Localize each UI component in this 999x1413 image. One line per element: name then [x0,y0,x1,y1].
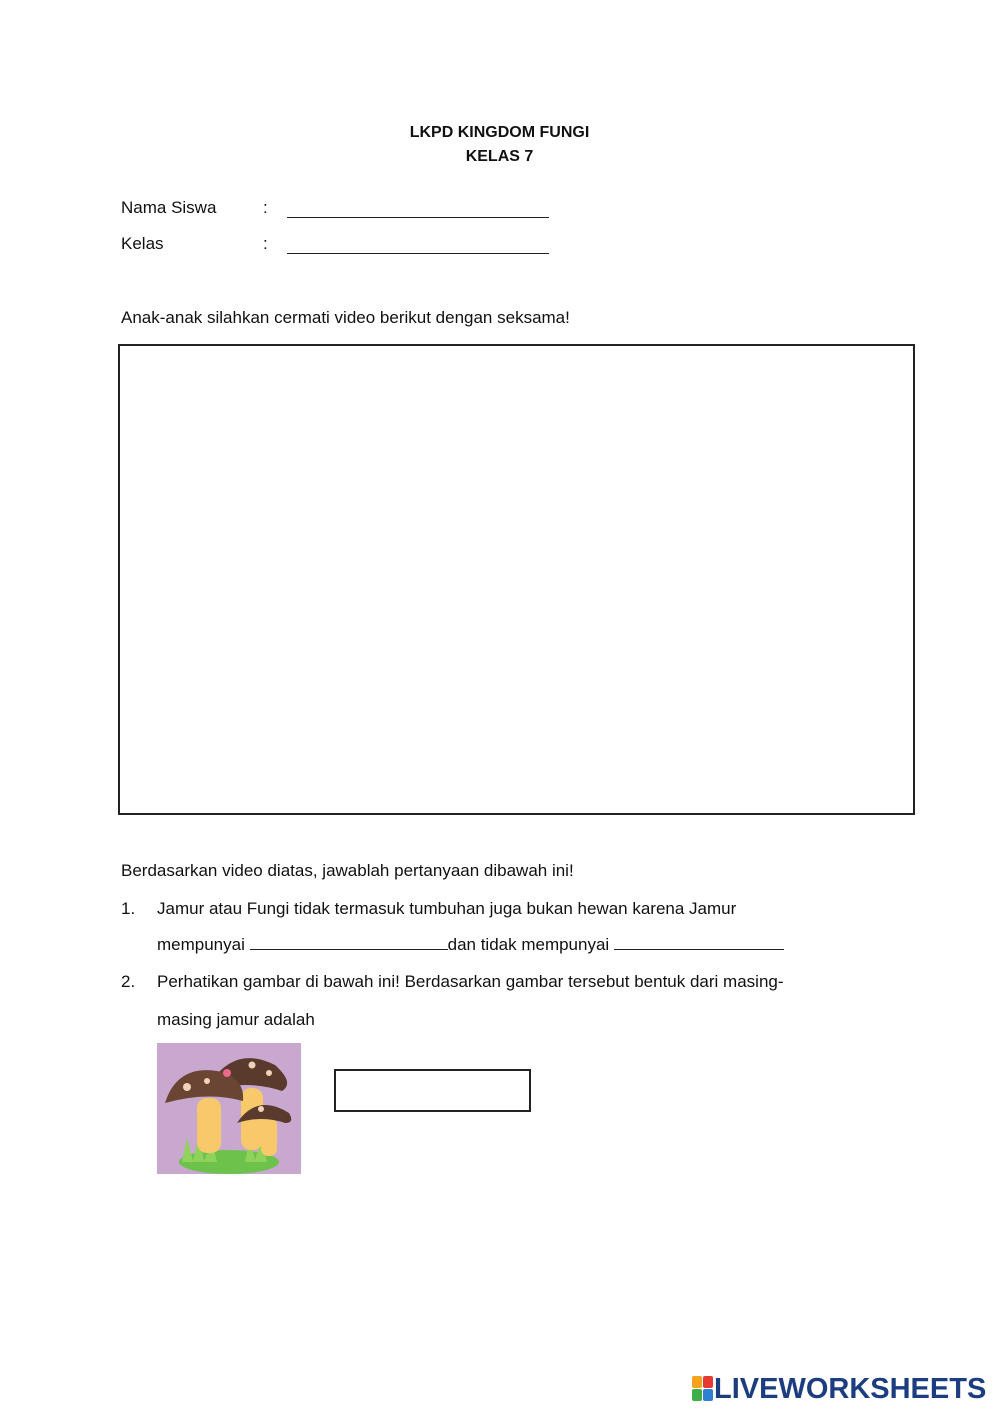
liveworksheets-wordmark: LIVEWORKSHEETS [714,1372,987,1405]
video-instruction: Anak-anak silahkan cermati video berikut dengan seksama! [121,308,570,327]
question-1-text-a: mempunyai [157,935,245,954]
question-2-text: Perhatikan gambar di bawah ini! Berdasarkan gambar tersebut bentuk dari masing- [157,972,784,991]
question-2-number: 2. [121,972,136,991]
class-field[interactable] [287,237,549,254]
worksheet-subtitle: KELAS 7 [465,148,534,165]
liveworksheets-logo [692,1373,986,1405]
answer-blank-2[interactable] [614,935,784,950]
class-colon: : [263,234,268,253]
questions-prompt: Berdasarkan video diatas, jawablah pertanyaan dibawah ini! [121,861,574,880]
question-1-answer-line [157,935,784,955]
question-1-text: Jamur atau Fungi tidak termasuk tumbuhan juga bukan hewan karena Jamur [157,899,737,918]
answer-blank-1[interactable] [250,935,448,950]
student-name-label: Nama Siswa [121,198,217,217]
mushroom-image [157,1043,301,1174]
mushroom-illustration [157,1043,301,1174]
answer-box[interactable] [334,1069,531,1112]
liveworksheets-logo-icon [692,1376,714,1402]
video-player[interactable] [118,344,915,815]
question-1-text-b: dan tidak mempunyai [447,935,610,954]
student-name-field[interactable] [287,201,549,218]
student-name-colon: : [263,198,268,217]
worksheet-title: LKPD KINGDOM FUNGI [409,124,590,141]
class-label: Kelas [121,234,164,253]
question-2-text-continued: masing jamur adalah [157,1010,315,1029]
question-1-number: 1. [121,899,136,918]
